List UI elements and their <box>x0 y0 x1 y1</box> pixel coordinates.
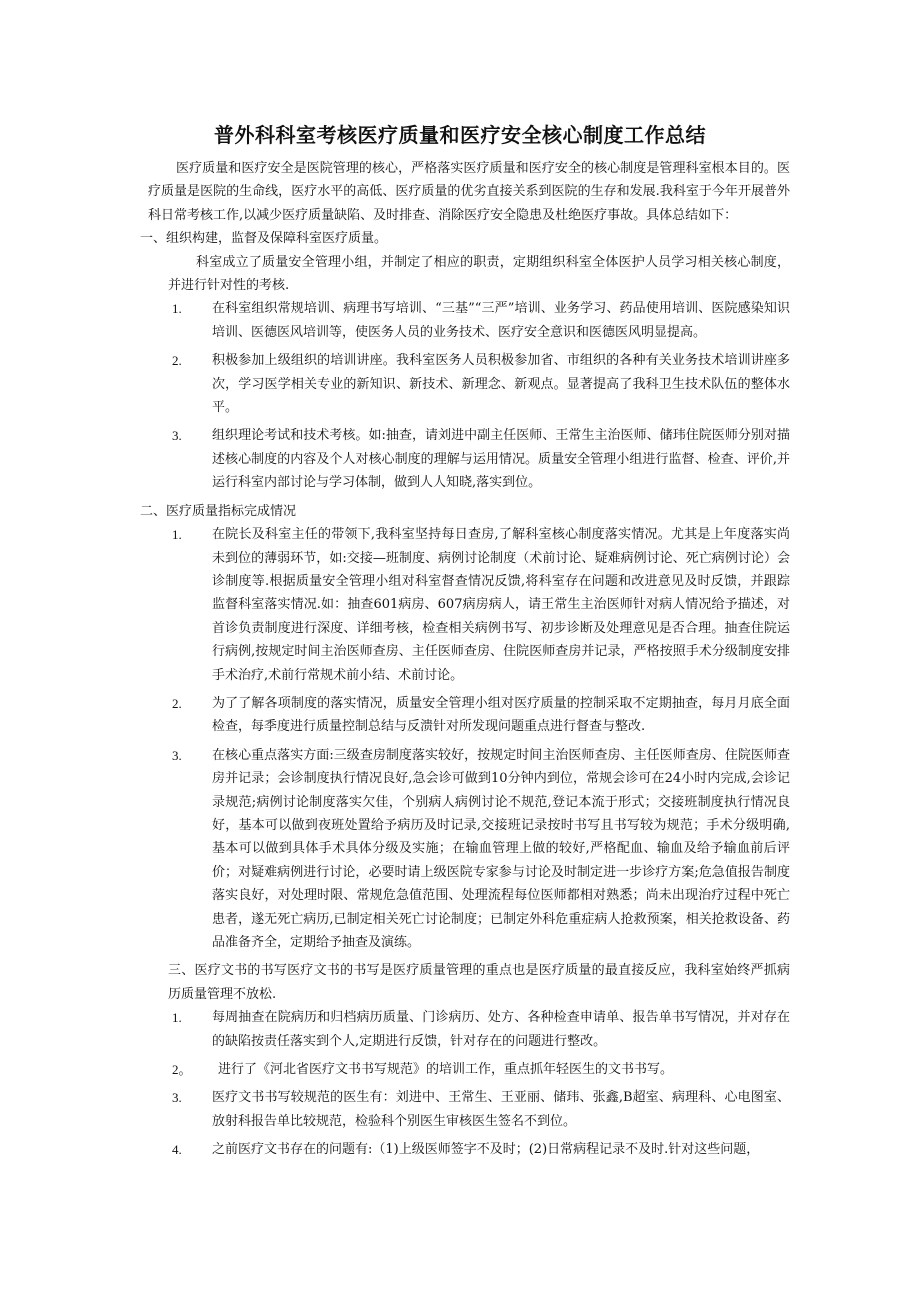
section-3-heading: 三、医疗文书的书写医疗文书的书写是医疗质量管理的重点也是医疗质量的最直接反应，我科室始终严抓病历质量管理不放松. <box>168 963 790 1002</box>
list-item <box>140 1086 790 1133</box>
document-body <box>140 157 790 1167</box>
item-text: 每周抽查在院病历和归档病历质量、门诊病历、处方、各种检查申请单、报告单书写情况，并对存在的缺陷按责任落实到个人,定期进行反馈，针对存在的问题进行整改。 <box>212 1010 790 1049</box>
item-text: 在核心重点落实方面:三级查房制度落实较好，按规定时间主治医师查房、主任医师查房、住院医师查房并记录；会诊制度执行情况良好,急会诊可做到10分钟内到位，常规会诊可在24小时内完成,会诊记录规范;病例讨论制度落实欠佳，个别病人病例讨论不规范,登记本流于形式；交接班制度执行情况良好，基本可以做到夜班处置给予病历及时记录,交接班记录按时书写且书写较为规范；手术分级明确,基本可以做到具体手术具体分级及实施；在输血管理上做的较好,严格配血、输血及给予输血前后评价；对疑难病例进行讨论，必要时请上级医院专家参与讨论及时制定进一步诊疗方案;危急值报告制度落实良好，对处理时限、常规危急值范围、处理流程每位医师都相对熟悉；尚未出现治疗过程中死亡患者，遂无死亡病历,已制定相关死亡讨论制度；已制定外科危重症病人抢救预案，相关抢救设备、药品准备齐全，定期给予抽查及演练。 <box>212 747 790 950</box>
item-number: 1. <box>172 527 182 543</box>
item-text: 医疗文书书写较规范的医生有：刘进中、王常生、王亚丽、储玮、张鑫,B超室、病理科、心电图室、放射科报告单比较规范，检验科个别医生审核医生签名不到位。 <box>212 1090 790 1129</box>
item-number: 2. <box>172 695 182 711</box>
section-1-paragraph: 科室成立了质量安全管理小组，并制定了相应的职责，定期组织科室全体医护人员学习相关核心制度，并进行针对性的考核. <box>168 254 790 294</box>
list-item <box>140 349 790 419</box>
section-1-heading: 一、组织构建，监督及保障科室医疗质量。 <box>140 231 388 247</box>
item-text: 为了了解各项制度的落实情况，质量安全管理小组对医疗质量的控制采取不定期抽查，每月月底全面检查，每季度进行质量控制总结与反溃针对所发现问题重点进行督查与整改. <box>212 695 790 735</box>
list-item <box>140 692 790 739</box>
list-item <box>140 744 790 955</box>
item-text: 在院长及科室主任的带领下,我科室坚持每日查房,了解科室核心制度落实情况。尤其是上年度落实尚未到位的薄弱环节，如:交接—班制度、病例讨论制度（术前讨论、疑难病例讨论、死亡病例讨论）会诊制度等.根据质量安全管理小组对科室督查情况反馈,将科室存在问题和改进意见及时反馈，并跟踪监督科室落实情况.如：抽查601病房、607病房病人，请王常生主治医师针对病人情况给予描述，对首诊负责制度进行深度、详细考核，检查相关病例书写、初步诊断及处理意见是否合理。抽查住院运行病例,按规定时间主治医师查房、主任医师查房、住院医师查房并记录，严格按照手术分级制度安排手术治疗,术前行常规术前小结、术前讨论。 <box>212 527 790 683</box>
item-number: 2。 <box>172 1062 192 1078</box>
item-number: 4. <box>172 1142 182 1158</box>
section-2-heading: 二、医疗质量指标完成情况 <box>140 503 297 519</box>
item-number: 3. <box>172 1090 182 1106</box>
item-text: 积极参加上级组织的培训讲座。我科室医务人员积极参加省、市组织的各种有关业务技术培训讲座多次，学习医学相关专业的新知识、新技术、新理念、新观点。显著提高了我科卫生技术队伍的整体水平。 <box>212 353 790 416</box>
item-number: 2. <box>172 353 182 369</box>
item-text: 在科室组织常规培训、病理书写培训、“三基”“三严”培训、业务学习、药品使用培训、医院感染知识培训、医德医风培训等，使医务人员的业务技术、医疗安全意识和医德医风明显提高。 <box>212 301 790 340</box>
list-item <box>140 1006 790 1053</box>
list-item <box>140 1138 790 1161</box>
item-text: 之前医疗文书存在的问题有:（1)上级医师签字不及时；(2)日常病程记录不及时.针对这些问题， <box>212 1142 760 1158</box>
item-number: 3. <box>172 747 182 763</box>
list-item <box>140 523 790 687</box>
item-number: 1. <box>172 1010 182 1026</box>
item-number: 1. <box>172 301 182 317</box>
item-text: 组织理论考试和技术考核。如:抽查，请刘进中副主任医师、王常生主治医师、储玮住院医师分别对描述核心制度的内容及个人对核心制度的理解与运用情况。质量安全管理小组进行监督、检查、评价,并运行科室内部讨论与学习体制，做到人人知晓,落实到位。 <box>212 428 790 491</box>
list-item <box>140 1058 790 1081</box>
list-item <box>140 297 790 344</box>
intro-paragraph: 医疗质量和医疗安全是医院管理的核心，严格落实医疗质量和医疗安全的核心制度是管理科室根本目的。医疗质量是医院的生命线，医疗水平的高低、医疗质量的优劣直接关系到医院的生存和发展.我科室于今年开展普外科日常考核工作,以减少医疗质量缺陷、及时排查、消除医疗安全隐患及杜绝医疗事故。具体总结如下： <box>148 161 790 223</box>
item-number: 3. <box>172 428 182 444</box>
document-title: 普外科科室考核医疗质量和医疗安全核心制度工作总结 <box>214 123 706 147</box>
item-text: 进行了《河北省医疗文书书写规范》的培训工作，重点抓年轻医生的文书书写。 <box>218 1062 674 1078</box>
list-item <box>140 424 790 494</box>
